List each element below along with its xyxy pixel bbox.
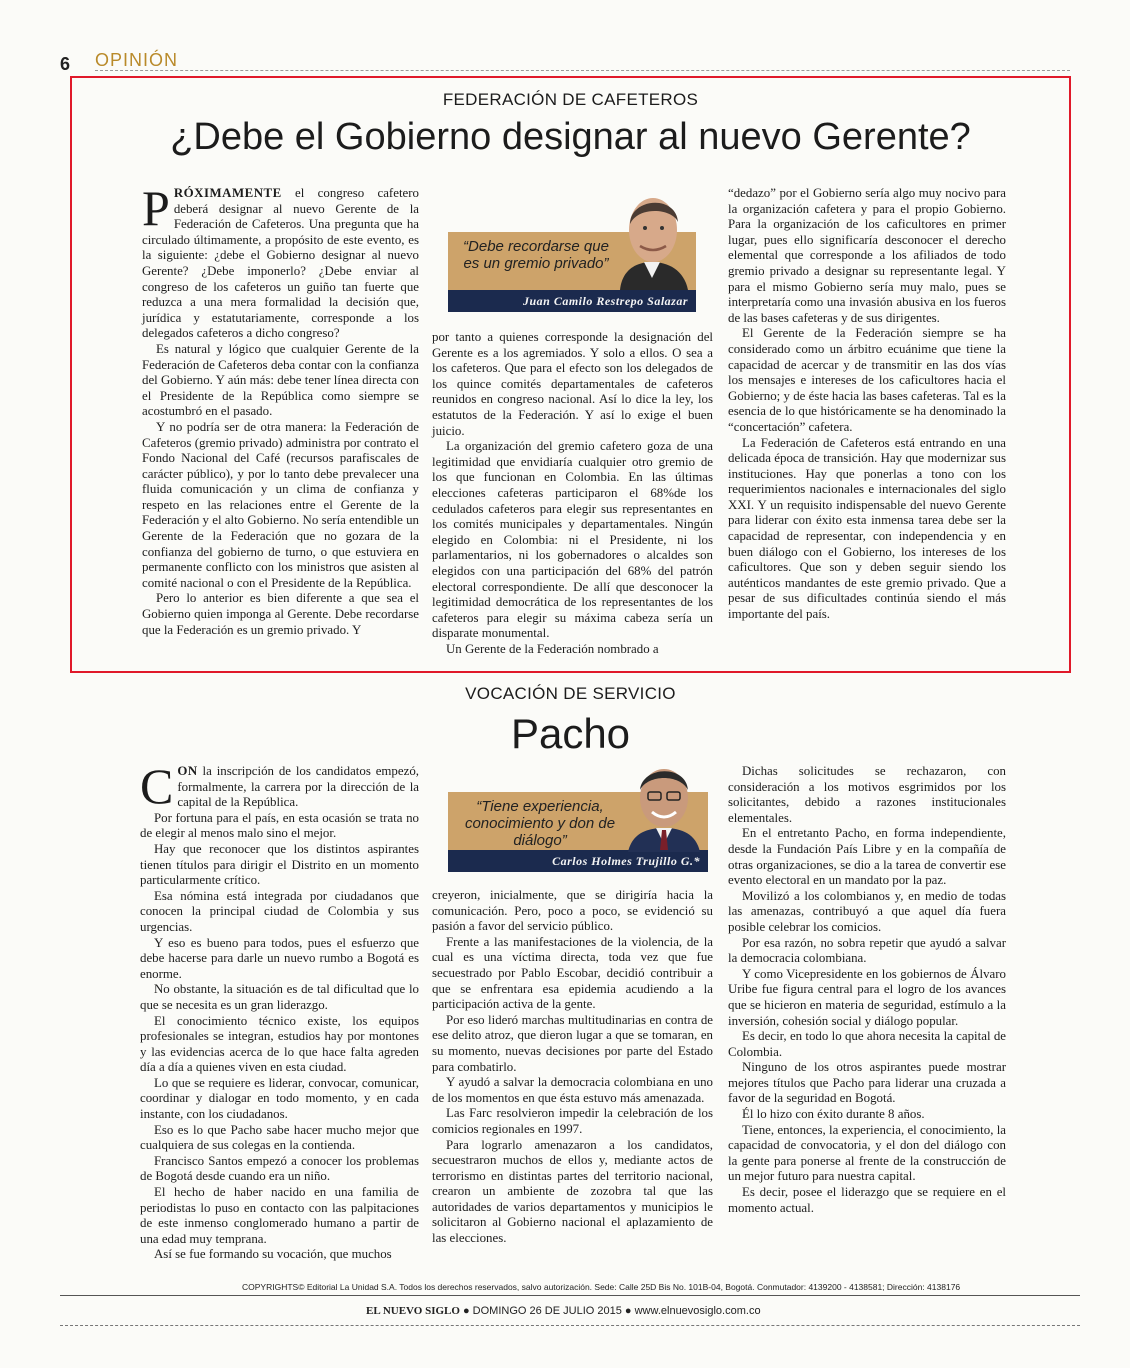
- paragraph: Para lograrlo amenazaron a los candidatos, secuestraron muchos de ellos y, mediante actos de terrorismo en distintas partes del territorio nacional, crearon un ambiente de zozobra tal que las autoridades de varios departamentos y municipios le solicitaron al Gobierno nacional el aplazamiento de las elecciones.: [432, 1137, 713, 1246]
- paragraph: Y como Vicepresidente en los gobiernos de Álvaro Uribe fue figura central para el logro de los avances que se hicieron en materia de seguridad, estímulo a la inversión, cohesión social y diálogo popular.: [728, 966, 1006, 1028]
- paragraph: Dichas solicitudes se rechazaron, con consideración a los motivos esgrimidos por los solicitantes, debido a razones institucionales elementales.: [728, 764, 1006, 825]
- paragraph: Es decir, en todo lo que ahora necesita la capital de Colombia.: [728, 1029, 1006, 1059]
- paragraph: Por esa razón, no sobra repetir que ayudó a salvar la democracia colombiana.: [728, 935, 1006, 966]
- lead-word: RÓXIMAMENTE: [173, 186, 282, 200]
- author-name: Carlos Holmes Trujillo G.*: [552, 854, 700, 868]
- pull-quote: “Debe recordarse que es un gremio privado”: [463, 238, 609, 272]
- paragraph: La organización del gremio cafetero goza de una legitimidad que envidiaría cualquier otro gremio de los que funcionan en Colombia. En las últimas elecciones cafeteras participaron el 68%de los cedulados cafeteros para elegir sus representantes en los comités municipales y departamentales. Ningún elegido en Colombia: ni el Presidente, ni los parlamentarios, ni los gobernadores o alcaldes son elegidos con una participación del 68% del patrón electoral correspondiente. De allí que desconocer la legitimidad democrática de los representantes de los cafeteros para elegir su máxima cabeza sería un disparate monumental.: [432, 439, 713, 641]
- paragraph: Y ayudó a salvar la democracia colombiana en uno de los momentos en que ésta estuvo más amenazada.: [432, 1075, 713, 1105]
- dropcap: P: [142, 180, 170, 236]
- pull-quote: “Tiene experiencia, conocimiento y don de diálogo”: [464, 798, 616, 849]
- footer-rule: [60, 1295, 1080, 1296]
- paragraph: Francisco Santos empezó a conocer los problemas de Bogotá desde cuando era un niño.: [140, 1153, 419, 1184]
- paragraph: Tiene, entonces, la experiencia, el conocimiento, la capacidad de convocatoria, y el don del diálogo con la gente para ponerse al frente de la construcción de un mejor futuro para nuestra capital.: [728, 1122, 1006, 1184]
- paragraph: La Federación de Cafeteros está entrando en una delicada época de transición. Hay que modernizar sus instituciones. Hay que ponerlas a tono con los requerimientos nacionales e internacionales del siglo XXI. Y un requisito indispensable del nuevo Gerente para liderar con éxito esta inmensa tarea debe ser la capacidad de representar, con independencia y en buen diálogo con el Gobierno, los intereses de los caficultores. Que son y deben seguir siendo los auténticos mandantes de este gremio privado. Que a pesar de sus dificultades continúa siendo el más importante del país.: [728, 435, 1006, 622]
- paragraph: por tanto a quienes corresponde la designación del Gerente es a los agremiados. Y solo a ellos. O sea a los cafeteros. Que para el efecto son los delegados de los quince comités departamentales de cafeteros reunidos en congreso nacional. Así lo dice la ley, los estatutos de la Federación. Y así lo exige el buen juicio.: [432, 330, 713, 438]
- paragraph: Ninguno de los otros aspirantes puede mostrar mejores títulos que Pacho para liderar una cruzada a favor de la seguridad en Bogotá.: [728, 1060, 1006, 1106]
- article2-kicker: VOCACIÓN DE SERVICIO: [465, 684, 676, 703]
- article1-column-1: [142, 180, 419, 638]
- page-number: 6: [60, 54, 71, 74]
- paragraph: “dedazo” por el Gobierno sería algo muy nocivo para la organización cafetera y para el propio Gobierno. Para la organización de los caficultores en primer lugar, pues ello significaría desconocer el derecho elemental que corresponde a los afiliados de todo gremio privado a designar su representante legal. Y para el mismo Gobierno sería muy malo, pues se interpretaría como una invasión abusiva en los fueros de las bases cafeteras y de sus dirigentes.: [728, 186, 1006, 325]
- paragraph: Es natural y lógico que cualquier Gerente de la Federación de Cafeteros deba contar con la confianza del Gobierno. Y aún más: debe tener línea directa con el Presidente de la República como siempre se acostumbró en el pasado.: [142, 341, 419, 419]
- paragraph: Y no podría ser de otra manera: la Federación de Cafeteros (gremio privado) administra por contrato el Fondo Nacional del Café (recursos parafiscales de carácter público), y por lo tanto debe prevalecer una fluida comunicación y un clima de confianza y respeto en las relaciones entre el Gerente de la Federación y el alto Gobierno. No sería entendible un Gerente de la Federación que no gozara de la confianza del gobierno de turno, o que estuviera en permanente conflicto con los ministros que asisten al comité nacional o con el Presidente de la República.: [142, 419, 419, 590]
- copyright-notice: COPYRIGHTS© Editorial La Unidad S.A. Todos los derechos reservados, salvo autorización. Sede: Calle 25D Bis No. 101B-04, Bogotá. Conmutador: 4139200 - 4138581; Dirección: 4138176: [242, 1282, 961, 1292]
- paragraph: El hecho de haber nacido en una familia de periodistas lo puso en contacto con las palpitaciones de este inmenso conglomerado humano a partir de una edad muy temprana.: [140, 1185, 419, 1246]
- article1-kicker: FEDERACIÓN DE CAFETEROS: [442, 90, 699, 109]
- article2-headline: Pacho: [510, 710, 631, 757]
- lead-word: ON: [177, 764, 198, 778]
- article2-column-2: [432, 888, 713, 1247]
- paragraph: la inscripción de los candidatos empezó, formalmente, la carrera por la dirección de la capital de la República.: [177, 764, 419, 810]
- paragraph: Un Gerente de la Federación nombrado a: [446, 641, 659, 656]
- paragraph: Es decir, posee el liderazgo que se requiere en el momento actual.: [728, 1185, 1006, 1215]
- article1-column-2: [432, 330, 713, 657]
- author-name: Juan Camilo Restrepo Salazar: [522, 294, 688, 308]
- author-portrait-icon: [620, 760, 708, 852]
- issue-date: ● DOMINGO 26 DE JULIO 2015 ●: [462, 1305, 632, 1317]
- paragraph: Hay que reconocer que los distintos aspirantes tienen títulos para dirigir el Distrito en un momento particularmente crítico.: [140, 841, 419, 888]
- author-portrait-icon: [610, 188, 695, 290]
- dropcap: C: [140, 758, 174, 814]
- paragraph: Por fortuna para el país, en esta ocasión se trata no de elegir al menos malo sino el mejor.: [140, 810, 419, 841]
- section-name: OPINIÓN: [95, 50, 179, 70]
- paragraph: Frente a las manifestaciones de la violencia, de la cual es una víctima directa, toda vez que fue secuestrado por Pablo Escobar, decidió contribuir a que se enfrentara esa epidemia acudiendo a la participación activa de la gente.: [432, 934, 713, 1012]
- paragraph: el congreso cafetero deberá designar al nuevo Gerente de la Federación de Cafeteros. Una pregunta que ha circulado últimamente, a propósito de este evento, es la siguiente: ¿debe el Gobierno designar al nuevo Gerente? ¿Debe imponerlo? ¿Debe enviar al congreso de los cafeteros un guiño tan fuerte que reduzca a una mera formalidad la decisión que, jurídica y estatutariamente, corresponde a los delegados cafeteros a dicho congreso?: [142, 186, 419, 341]
- paragraph: El Gerente de la Federación siempre se ha considerado como un árbitro ecuánime que tiene la capacidad de acercar y de transmitir en las dos vías los mensajes e intereses de los caficultores hacia el Gobierno; y de éste hacia las bases cafeteras. Tal es la esencia de lo que históricamente se ha denominado la “concertación” cafetera.: [728, 326, 1006, 434]
- section-rule: [95, 70, 1070, 71]
- paragraph: Pero lo anterior es bien diferente a que sea el Gobierno quien imponga al Gerente. Debe recordarse que la Federación es un gremio privado. Y: [142, 591, 419, 637]
- article2-column-3: [728, 764, 1006, 1216]
- paragraph: Por eso lideró marchas multitudinarias en contra de ese delito atroz, que dieron lugar a que se tomaran, en su momento, nuevas decisiones por parte del Estado para combatirlo.: [432, 1012, 713, 1074]
- paragraph: Lo que se requiere es liderar, convocar, comunicar, coordinar y dialogar en todo momento, y en cada instante, con los ciudadanos.: [140, 1075, 419, 1122]
- article1-column-3: [728, 186, 1006, 623]
- paragraph: Y eso es bueno para todos, pues el esfuerzo que debe hacerse para darle un nuevo rumbo a Bogotá es enorme.: [140, 935, 419, 981]
- paragraph: creyeron, inicialmente, que se dirigiría hacia la comunicación. Pero, poco a poco, se evidenció su pasión a favor del servicio público.: [432, 888, 713, 934]
- article1-headline: ¿Debe el Gobierno designar al nuevo Gerente?: [170, 116, 971, 158]
- paragraph: Eso es lo que Pacho sabe hacer mucho mejor que cualquiera de sus colegas en la contienda.: [140, 1122, 419, 1153]
- newspaper-name: EL NUEVO SIGLO: [366, 1305, 460, 1317]
- website-url: www.elnuevosiglo.com.co: [634, 1305, 761, 1317]
- paragraph: No obstante, la situación es de tal dificultad que lo que se necesita es un gran liderazgo.: [140, 982, 419, 1012]
- footer-line: [366, 1305, 761, 1317]
- article2-column-1: [140, 758, 419, 1263]
- paragraph: Él lo hizo con éxito durante 8 años.: [742, 1107, 925, 1122]
- paragraph: El conocimiento técnico existe, los equipos profesionales se integran, estudios hay por montones y las evidencias acerca de lo que hace falta agreden día a día a quienes viven en esta ciudad.: [140, 1013, 419, 1075]
- paragraph: Esa nómina está integrada por ciudadanos que conocen la principal ciudad de Colombia y sus urgencias.: [140, 888, 419, 934]
- paragraph: Así se fue formando su vocación, que muchos: [154, 1247, 392, 1262]
- paragraph: Movilizó a los colombianos y, en medio de todas las amenazas, contribuyó a que aquel día fuera posible celebrar los comicios.: [728, 888, 1006, 934]
- paragraph: En el entretanto Pacho, en forma independiente, desde la Fundación País Libre y en la compañía de otras organizaciones, se dio a la tarea de convertir ese evento electoral en un mandato por la paz.: [728, 826, 1006, 888]
- paragraph: Las Farc resolvieron impedir la celebración de los comicios regionales en 1997.: [432, 1106, 713, 1136]
- footer-dashed-rule: [60, 1325, 1080, 1326]
